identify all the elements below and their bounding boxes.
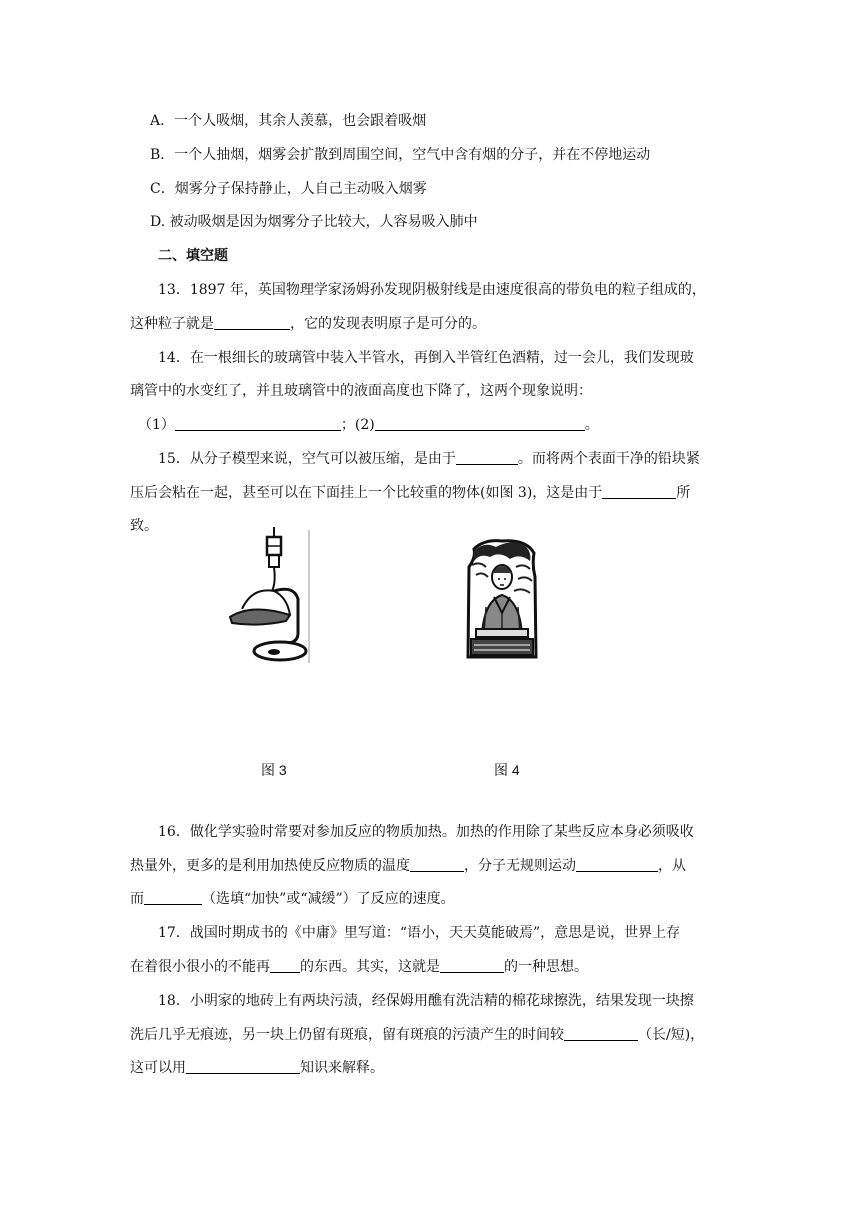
q16-line3 <box>130 889 455 909</box>
q14-end: 。 <box>584 417 599 433</box>
q14-line2: 璃管中的水变红了，并且玻璃管中的液面高度也下降了，这两个现象说明： <box>130 383 592 399</box>
q18-blank-2[interactable] <box>186 1059 300 1074</box>
q15-line3: 致。 <box>130 518 158 534</box>
option-c: C．烟雾分子保持静止，人自己主动吸入烟雾 <box>150 181 427 197</box>
q14-line1: 14．在一根细长的玻璃管中装入半管水，再倒入半管红色酒精，过一会儿，我们发现玻 <box>158 350 694 366</box>
q17-blank-2[interactable] <box>440 958 504 973</box>
q18-text-b: （长/短)， <box>638 1027 705 1043</box>
q17-blank-1[interactable] <box>270 958 300 973</box>
option-d: D. 被动吸烟是因为烟雾分子比较大，人容易吸入肺中 <box>150 214 478 230</box>
q13-line1: 13．1897 年，英国物理学家汤姆孙发现阴极射线是由速度很高的带负电的粒子组成的， <box>158 282 706 298</box>
q15-text-b: 。而将两个表面干净的铅块紧 <box>517 451 700 467</box>
q18-text-d: 知识来解释。 <box>300 1060 384 1076</box>
option-b: B．一个人抽烟，烟雾会扩散到周围空间，空气中含有烟的分子，并在不停地运动 <box>150 147 651 163</box>
q17-text-c: 的一种思想。 <box>504 959 588 975</box>
q16-blank-2[interactable] <box>576 857 658 872</box>
q18-line2 <box>130 1025 704 1045</box>
q14-line3 <box>138 415 599 435</box>
figure-4-caption: 图 4 <box>494 762 520 778</box>
q16-line2 <box>130 856 686 876</box>
figure-3-caption: 图 3 <box>261 762 287 778</box>
q18-line3 <box>130 1058 384 1078</box>
q13-text-a: 这种粒子就是 <box>130 316 214 332</box>
q14-blank-1[interactable] <box>175 416 341 431</box>
q17-line2 <box>130 957 588 977</box>
section-title: 二、填空题 <box>158 248 228 264</box>
q15-text-c: 压后会粘在一起，甚至可以在下面挂上一个比较重的物体(如图 3)，这是由于 <box>130 485 603 501</box>
figure-4-woodcut-picture <box>466 537 538 659</box>
q15-blank-1[interactable] <box>456 450 518 465</box>
q17-line1: 17．战国时期成书的《中庸》里写道：“语小，天天莫能破焉”，意思是说，世界上存 <box>158 925 681 941</box>
q16-text-e: （选填“加快”或“减缓”）了反应的速度。 <box>202 891 455 907</box>
q16-blank-1[interactable] <box>410 857 464 872</box>
q15-text-a: 15．从分子模型来说，空气可以被压缩，是由于 <box>158 451 456 467</box>
q16-line1: 16．做化学实验时常要对参加反应的物质加热。加热的作用除了某些反应本身必须吸收 <box>158 824 694 840</box>
q18-line1: 18．小明家的地砖上有两块污渍，经保姆用醮有洗洁精的棉花球擦洗，结果发现一块擦 <box>158 993 694 1009</box>
q13-line2 <box>130 314 486 334</box>
q16-blank-3[interactable] <box>144 890 202 905</box>
q14-label-2: ；(2) <box>340 417 375 433</box>
q18-text-c: 这可以用 <box>130 1060 186 1076</box>
figure-3-lead-blocks-drawing <box>222 525 322 665</box>
q15-line1 <box>158 449 700 469</box>
option-a: A．一个人吸烟，其余人羡慕，也会跟着吸烟 <box>150 113 427 129</box>
q15-text-d: 所 <box>676 485 691 501</box>
q17-text-a: 在着很小很小的不能再 <box>130 959 270 975</box>
q18-text-a: 洗后几乎无痕迹，另一块上仍留有斑痕，留有斑痕的污渍产生的时间较 <box>130 1027 564 1043</box>
q18-blank-1[interactable] <box>564 1026 638 1041</box>
q17-text-b: 的东西。其实，这就是 <box>300 959 440 975</box>
q16-text-a: 热量外，更多的是利用加热使反应物质的温度 <box>130 858 410 874</box>
q13-blank[interactable] <box>214 315 290 330</box>
q16-text-b: ，分子无规则运动 <box>464 858 576 874</box>
q16-text-c: ，从 <box>658 858 686 874</box>
q13-text-b: ，它的发现表明原子是可分的。 <box>290 316 486 332</box>
q14-label-1: （1） <box>138 417 175 433</box>
q14-blank-2[interactable] <box>375 416 585 431</box>
q15-blank-2[interactable] <box>602 484 676 499</box>
q15-line2 <box>130 483 690 503</box>
q16-text-d: 而 <box>130 891 144 907</box>
